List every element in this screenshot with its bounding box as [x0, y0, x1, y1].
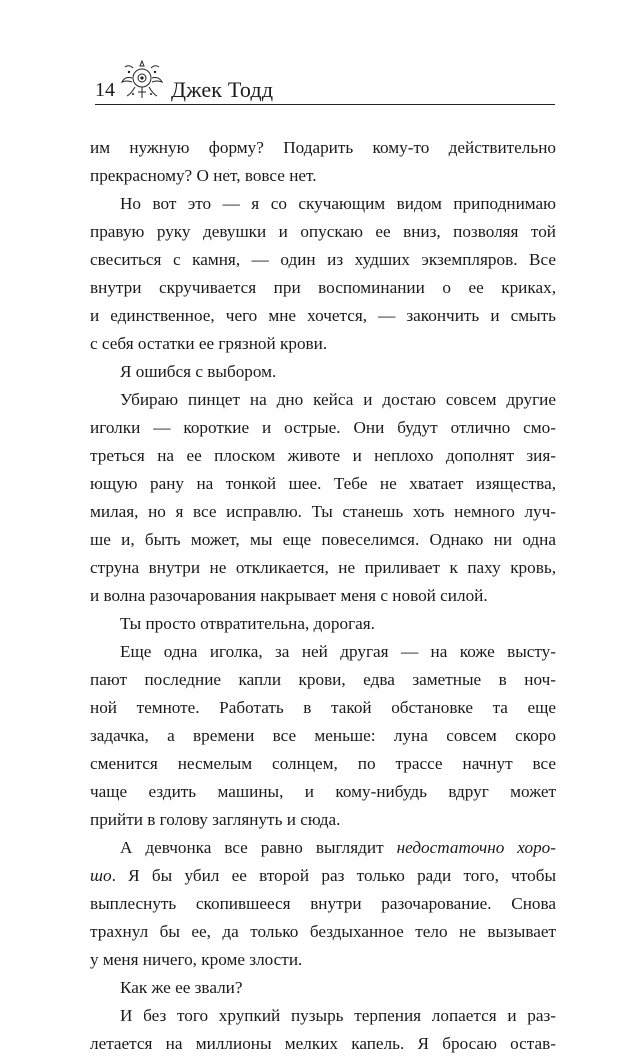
text-line: иголки — короткие и острые. Они будут отлично смо- — [90, 418, 556, 437]
text-line: и единственное, чего мне хочется, — закончить и смыть — [90, 306, 556, 325]
text-line: прийти в голову заглянуть и сюда. — [90, 810, 341, 829]
text-line — [90, 834, 556, 862]
text-line: ной темноте. Работать в такой обстановке та еще — [90, 698, 556, 717]
text-line: правую руку девушки и опускаю ее вниз, позволяя той — [90, 222, 556, 241]
page-header — [95, 58, 555, 104]
italic-text: недостаточно хоро- — [396, 838, 556, 857]
text-line: внутри скручивается при воспоминании о ее криках, — [90, 278, 556, 297]
text-run: . Я бы убил ее второй раз только ради того, чтобы — [111, 866, 556, 885]
page-body — [90, 134, 556, 1058]
text-line: Еще одна иголка, за ней другая — на коже высту- — [120, 642, 556, 661]
text-line: трахнул бы ее, да только бездыханное тело не вызывает — [90, 922, 556, 941]
text-line: им нужную форму? Подарить кому-то действительно — [90, 138, 556, 157]
text-line: чаще ездить машины, и кому-нибудь вдруг может — [90, 782, 556, 801]
text-line: свеситься с камня, — один из худших экземпляров. Все — [90, 250, 556, 269]
header-rule — [95, 104, 555, 105]
text-line: задачка, а времени все меньше: луна совсем скоро — [90, 726, 556, 745]
text-line — [90, 862, 556, 890]
text-line: Я ошибся с выбором. — [120, 362, 277, 381]
text-line: И без того хрупкий пузырь терпения лопается и раз- — [120, 1006, 556, 1025]
text-line: Как же ее звали? — [120, 978, 243, 997]
text-line: струна внутри не откликается, не приливает к паху кровь, — [90, 558, 556, 577]
text-line: Но вот это — я со скучающим видом приподнимаю — [120, 194, 556, 213]
text-line: у меня ничего, кроме злости. — [90, 950, 303, 969]
text-line: ющую рану на тонкой шее. Тебе не хватает изящества, — [90, 474, 556, 493]
text-line: и волна разочарования накрывает меня с новой силой. — [90, 586, 488, 605]
italic-text: шо — [90, 866, 112, 885]
text-line: с себя остатки ее грязной крови. — [90, 334, 328, 353]
page-number: 14 — [95, 79, 115, 101]
text-line: треться на ее плоском животе и неплохо дополнят зия- — [90, 446, 556, 465]
text-line: ше и, быть может, мы еще повеселимся. Однако ни одна — [90, 530, 556, 549]
text-line: Ты просто отвратительна, дорогая. — [120, 614, 375, 633]
text-line: выплеснуть скопившееся внутри разочарование. Снова — [90, 894, 556, 913]
text-line: милая, но я все исправлю. Ты станешь хоть немного луч- — [90, 502, 556, 521]
text-line: Убираю пинцет на дно кейса и достаю совсем другие — [120, 390, 556, 409]
text-line: летается на миллионы мелких капель. Я бросаю остав- — [90, 1034, 556, 1053]
text-line: прекрасному? О нет, вовсе нет. — [90, 166, 317, 185]
author-name: Джек Тодд — [171, 77, 274, 102]
text-line: пают последние капли крови, едва заметные в ноч- — [90, 670, 556, 689]
text-line: сменится несмелым солнцем, по трассе начнут все — [90, 754, 556, 773]
ornamental-emblem-icon — [119, 58, 165, 102]
text-run: А девчонка все равно выглядит — [120, 838, 384, 857]
